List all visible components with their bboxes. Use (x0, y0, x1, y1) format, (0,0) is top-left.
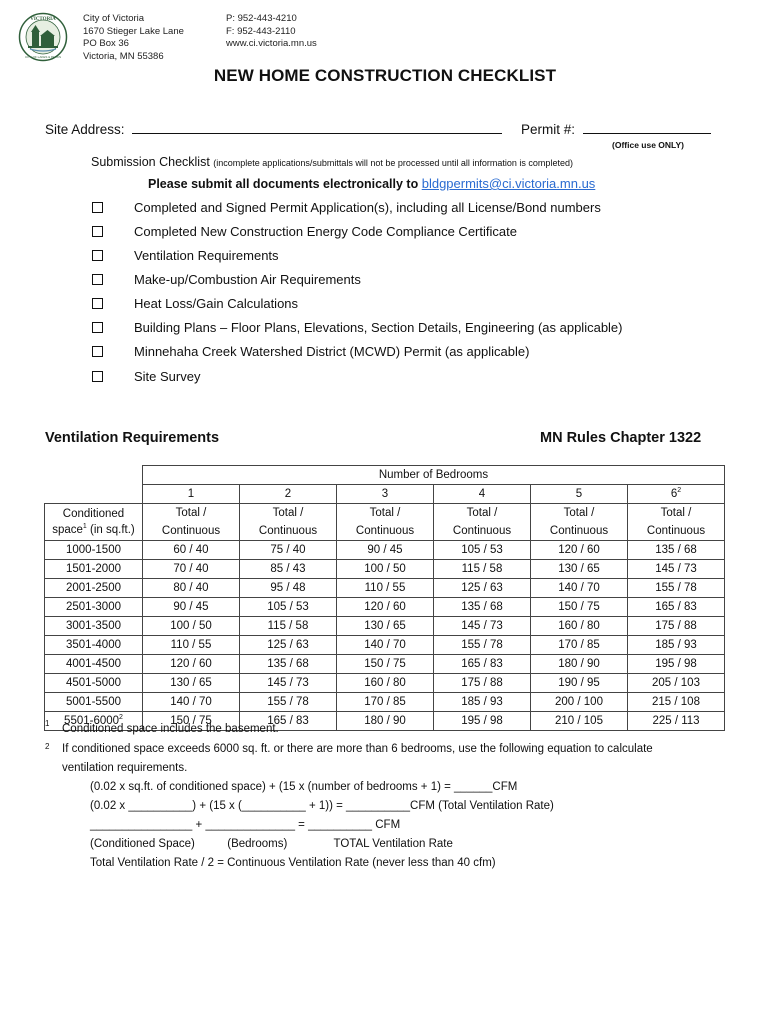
col-header-total: Total / (628, 504, 725, 523)
city-state-zip: Victoria, MN 55386 (83, 50, 164, 62)
checklist-item (92, 196, 601, 218)
col-header-continuous: Continuous (434, 522, 531, 541)
label-total-ventilation: TOTAL Ventilation Rate (333, 838, 453, 850)
checklist-item-label: Make-up/Combustion Air Requirements (134, 271, 361, 287)
ventilation-rate-cell: 160 / 80 (531, 617, 628, 636)
equation-3: ________________ + ______________ = __________ CFM (90, 819, 401, 831)
ventilation-rate-cell: 205 / 103 (628, 674, 725, 693)
space-range: 5001-5500 (66, 695, 121, 708)
table-header-row (45, 522, 725, 541)
conditioned-space-cell (45, 560, 143, 579)
footnote-2-mark: 2 (45, 742, 50, 751)
ventilation-rate-cell: 175 / 88 (434, 674, 531, 693)
label-bedrooms: (Bedrooms) (227, 838, 288, 850)
email-link[interactable]: bldgpermits@ci.victoria.mn.us (421, 176, 596, 191)
ventilation-rate-cell: 130 / 65 (143, 674, 240, 693)
ventilation-rate-cell: 120 / 60 (143, 655, 240, 674)
space-range: 2001-2500 (66, 581, 121, 594)
ventilation-rate-cell: 105 / 53 (434, 541, 531, 560)
bedroom-col-header: 4 (434, 485, 531, 504)
checklist-item (92, 220, 517, 242)
bedroom-col-header (628, 485, 725, 504)
col-header-total: Total / (240, 504, 337, 523)
table-header-row (45, 485, 725, 504)
conditioned-space-cell (45, 541, 143, 560)
ventilation-rate-cell: 165 / 83 (434, 655, 531, 674)
ventilation-rate-cell: 150 / 75 (143, 712, 240, 731)
ventilation-rate-cell: 175 / 88 (628, 617, 725, 636)
footnote-1-mark: 1 (45, 719, 50, 728)
conditioned-space-line2: space (52, 524, 83, 536)
checklist-item (92, 244, 279, 266)
checklist-item-label: Site Survey (134, 368, 201, 384)
conditioned-space-cell (45, 598, 143, 617)
ventilation-rate-cell: 135 / 68 (628, 541, 725, 560)
table-row (45, 617, 725, 636)
footnote-2-ref: 2 (119, 713, 123, 721)
checkbox[interactable] (92, 346, 103, 357)
ventilation-rate-cell: 180 / 90 (337, 712, 434, 731)
ventilation-rate-cell: 140 / 70 (531, 579, 628, 598)
space-range: 4001-4500 (66, 657, 121, 670)
checkbox[interactable] (92, 250, 103, 261)
ventilation-rate-cell: 195 / 98 (434, 712, 531, 731)
ventilation-rate-cell: 145 / 73 (240, 674, 337, 693)
ventilation-rate-cell: 90 / 45 (143, 598, 240, 617)
ventilation-rate-cell: 75 / 40 (240, 541, 337, 560)
checklist-item (92, 292, 298, 314)
ventilation-rate-cell: 100 / 50 (337, 560, 434, 579)
address-block (83, 13, 184, 63)
ventilation-rate-cell: 105 / 53 (240, 598, 337, 617)
ventilation-rate-cell: 115 / 58 (434, 560, 531, 579)
table-row (45, 674, 725, 693)
space-range: 3001-3500 (66, 619, 121, 632)
ventilation-rate-cell: 185 / 93 (434, 693, 531, 712)
checkbox[interactable] (92, 202, 103, 213)
ventilation-rate-cell: 225 / 113 (628, 712, 725, 731)
footnote-2-line2: ventilation requirements. (62, 762, 188, 774)
ventilation-rate-cell: 165 / 83 (628, 598, 725, 617)
ventilation-rate-cell: 145 / 73 (628, 560, 725, 579)
checklist-item (92, 268, 361, 290)
table-row (45, 541, 725, 560)
bedroom-col-header: 3 (337, 485, 434, 504)
space-range: 1000-1500 (66, 543, 121, 556)
ventilation-rate-cell: 135 / 68 (434, 598, 531, 617)
footnote-2-line1: If conditioned space exceeds 6000 sq. ft. or there are more than 6 bedrooms, use the following equation to calculate (62, 743, 653, 755)
submission-note: (incomplete applications/submittals will not be processed until all information is completed) (213, 158, 573, 168)
checklist-item-label: Building Plans – Floor Plans, Elevations, Section Details, Engineering (as applicable) (134, 319, 623, 335)
bedroom-col-label: 6 (670, 487, 678, 500)
ventilation-rate-cell: 130 / 65 (337, 617, 434, 636)
page-title: NEW HOME CONSTRUCTION CHECKLIST (213, 66, 557, 85)
equation-labels (90, 838, 453, 850)
bedroom-col-header: 2 (240, 485, 337, 504)
ventilation-rate-cell: 165 / 83 (240, 712, 337, 731)
equation-1: (0.02 x sq.ft. of conditioned space) + (15 x (number of bedrooms + 1) = ______CFM (90, 781, 518, 793)
ventilation-rate-cell: 120 / 60 (337, 598, 434, 617)
ventilation-rate-cell: 190 / 95 (531, 674, 628, 693)
checkbox[interactable] (92, 274, 103, 285)
permit-label: Permit #: (521, 122, 576, 137)
table-header-row (45, 466, 725, 485)
conditioned-space-cell (45, 636, 143, 655)
table-row (45, 579, 725, 598)
col-header-total: Total / (434, 504, 531, 523)
ventilation-rate-cell: 155 / 78 (434, 636, 531, 655)
table-header-row (45, 504, 725, 523)
ventilation-rate-cell: 140 / 70 (337, 636, 434, 655)
conditioned-space-line1: Conditioned (62, 508, 125, 520)
ventilation-rate-cell: 80 / 40 (143, 579, 240, 598)
website[interactable]: www.ci.victoria.mn.us (226, 38, 317, 49)
col-header-continuous: Continuous (143, 522, 240, 541)
space-range: 5501-6000 (64, 714, 120, 727)
ventilation-rate-cell: 215 / 108 (628, 693, 725, 712)
ventilation-rate-cell: 125 / 63 (434, 579, 531, 598)
ventilation-heading: Ventilation Requirements (45, 430, 220, 446)
table-row (45, 655, 725, 674)
ventilation-rate-cell: 170 / 85 (337, 693, 434, 712)
permit-number-field[interactable] (583, 120, 711, 134)
submission-instruction-row (148, 176, 595, 191)
contact-block (226, 13, 317, 51)
space-range: 4501-5000 (66, 676, 121, 689)
checkbox[interactable] (92, 371, 103, 382)
checklist-item-label: Minnehaha Creek Watershed District (MCWD) Permit (as applicable) (134, 343, 530, 359)
ventilation-rate-cell: 140 / 70 (143, 693, 240, 712)
col-header-continuous: Continuous (337, 522, 434, 541)
ventilation-rate-cell: 115 / 58 (240, 617, 337, 636)
ventilation-rate-cell: 95 / 48 (240, 579, 337, 598)
footnote-1: Conditioned space includes the basement. (62, 723, 279, 735)
ventilation-rate-cell: 85 / 43 (240, 560, 337, 579)
space-range: 3501-4000 (66, 638, 121, 651)
checklist-item (92, 340, 529, 362)
space-range: 2501-3000 (66, 600, 121, 613)
submission-header (91, 155, 573, 169)
ventilation-rate-cell: 200 / 100 (531, 693, 628, 712)
ventilation-rate-cell: 130 / 65 (531, 560, 628, 579)
ventilation-rate-cell: 70 / 40 (143, 560, 240, 579)
checklist-item-label: Completed and Signed Permit Application(s), including all License/Bond numbers (134, 199, 601, 215)
logo-bottom-text: CITY OF LAKES & PARKS (25, 55, 61, 59)
space-range: 1501-2000 (66, 562, 121, 575)
bedrooms-group-header: Number of Bedrooms (143, 466, 725, 485)
checkbox[interactable] (92, 298, 103, 309)
conditioned-space-cell (45, 579, 143, 598)
ventilation-rate-cell: 185 / 93 (628, 636, 725, 655)
permit-row (521, 120, 711, 137)
conditioned-space-cell (45, 693, 143, 712)
ventilation-rate-cell: 150 / 75 (337, 655, 434, 674)
conditioned-space-cell (45, 674, 143, 693)
conditioned-space-cell (45, 655, 143, 674)
phone: P: 952-443-4210 (226, 13, 297, 24)
ventilation-rate-cell: 120 / 60 (531, 541, 628, 560)
equation-2: (0.02 x __________) + (15 x (__________ + 1)) = __________CFM (Total Ventilation Rate) (90, 800, 554, 812)
ventilation-rate-cell: 100 / 50 (143, 617, 240, 636)
site-address-field[interactable] (132, 120, 502, 134)
org-name: City of Victoria (83, 13, 145, 24)
table-row (45, 598, 725, 617)
city-of-victoria-logo (18, 12, 68, 62)
checklist-item (92, 316, 623, 338)
table-row (45, 693, 725, 712)
checklist-item-label: Completed New Construction Energy Code Compliance Certificate (134, 223, 517, 239)
ventilation-rate-cell: 170 / 85 (531, 636, 628, 655)
bedroom-col-header: 5 (531, 485, 628, 504)
checklist-item (92, 365, 200, 387)
ventilation-rate-cell: 180 / 90 (531, 655, 628, 674)
ventilation-rate-cell: 110 / 55 (337, 579, 434, 598)
office-use-note: (Office use ONLY) (612, 140, 684, 150)
checkbox[interactable] (92, 322, 103, 333)
ventilation-table (44, 465, 725, 731)
conditioned-space-units: (in sq.ft.) (86, 524, 135, 536)
po-box: PO Box 36 (83, 38, 129, 49)
site-address-label: Site Address: (45, 122, 125, 137)
col-header-total: Total / (337, 504, 434, 523)
ventilation-rate-cell: 135 / 68 (240, 655, 337, 674)
col-header-continuous: Continuous (628, 522, 725, 541)
street-address: 1670 Stieger Lake Lane (83, 25, 184, 37)
ventilation-rate-cell: 210 / 105 (531, 712, 628, 731)
fax: F: 952-443-2110 (226, 25, 296, 37)
table-row (45, 636, 725, 655)
ventilation-rate-cell: 150 / 75 (531, 598, 628, 617)
ventilation-rate-cell: 90 / 45 (337, 541, 434, 560)
col-header-total: Total / (143, 504, 240, 523)
footnote-2-ref: 2 (677, 486, 682, 494)
checkbox[interactable] (92, 226, 103, 237)
table-row (45, 560, 725, 579)
submission-instruction: Please submit all documents electronically to (148, 177, 419, 191)
checklist-item-label: Ventilation Requirements (134, 247, 279, 263)
rules-reference: MN Rules Chapter 1322 (540, 430, 702, 446)
ventilation-rate-cell: 110 / 55 (143, 636, 240, 655)
ventilation-rate-cell: 155 / 78 (628, 579, 725, 598)
col-header-continuous: Continuous (531, 522, 628, 541)
footnote-1-ref: 1 (82, 523, 87, 531)
equation-4: Total Ventilation Rate / 2 = Continuous Ventilation Rate (never less than 40 cfm) (90, 857, 496, 869)
ventilation-rate-cell: 155 / 78 (240, 693, 337, 712)
bedroom-col-header: 1 (143, 485, 240, 504)
ventilation-rate-cell: 160 / 80 (337, 674, 434, 693)
logo-top-text: VICTORIA (30, 17, 56, 22)
ventilation-rate-cell: 145 / 73 (434, 617, 531, 636)
submission-heading: Submission Checklist (91, 155, 210, 169)
conditioned-space-header (45, 504, 143, 541)
col-header-total: Total / (531, 504, 628, 523)
ventilation-rate-cell: 195 / 98 (628, 655, 725, 674)
ventilation-rate-cell: 125 / 63 (240, 636, 337, 655)
checklist-item-label: Heat Loss/Gain Calculations (134, 295, 299, 311)
site-address-row (45, 120, 502, 137)
ventilation-rate-cell: 60 / 40 (143, 541, 240, 560)
conditioned-space-cell (45, 617, 143, 636)
label-conditioned-space: (Conditioned Space) (90, 838, 195, 850)
col-header-continuous: Continuous (240, 522, 337, 541)
